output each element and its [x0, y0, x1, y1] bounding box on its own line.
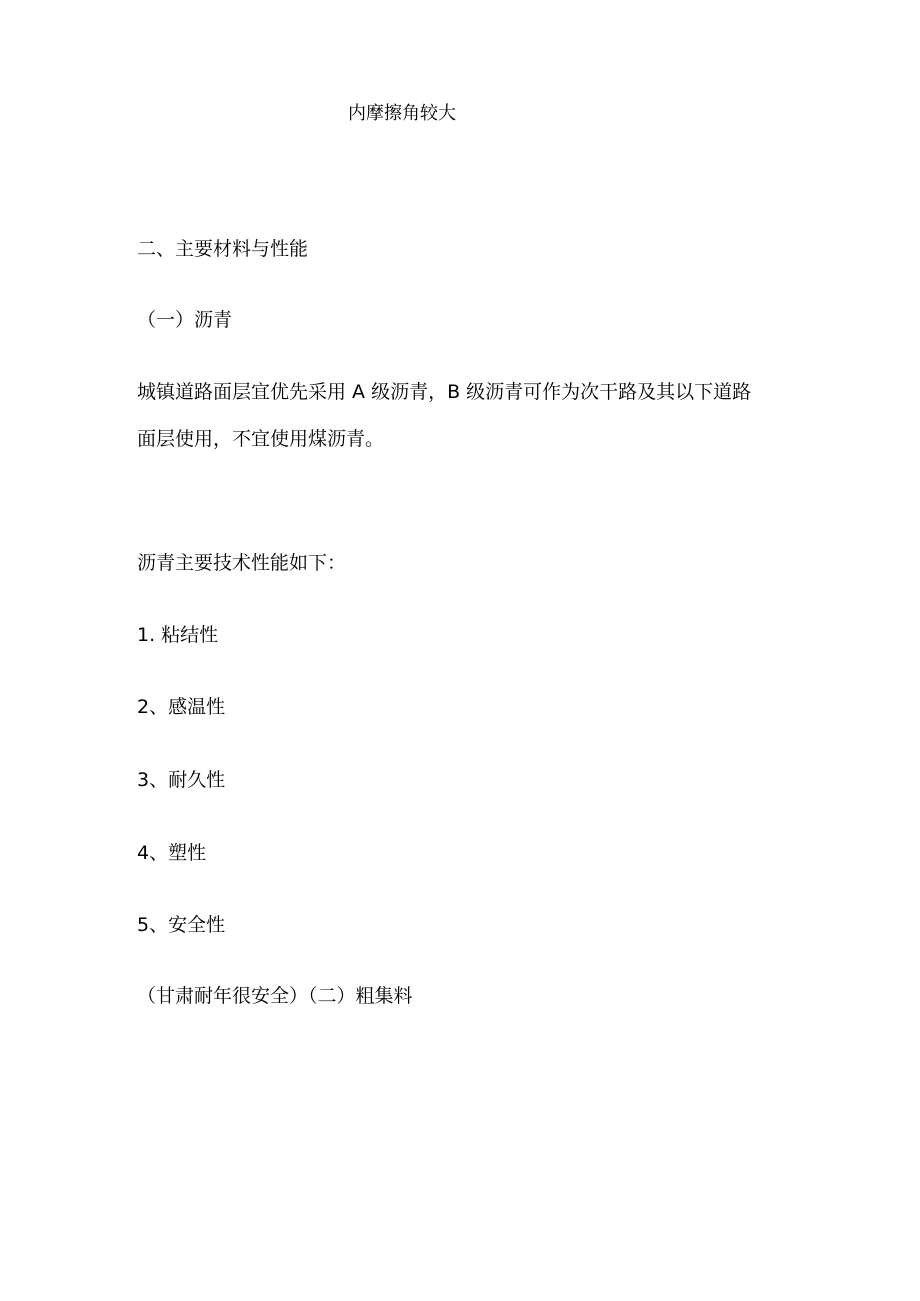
closing-line: （甘肃耐年很安全）（二）粗集料	[137, 985, 413, 1007]
list-item: 5、安全性	[137, 914, 226, 936]
table-fragment-text: 内摩擦角较大	[348, 103, 456, 124]
list-intro: 沥青主要技术性能如下：	[137, 552, 347, 574]
list-item: 2、感温性	[137, 696, 226, 718]
paragraph-line: 城镇道路面层宜优先采用 A 级沥青，B 级沥青可作为次干路及其以下道路	[137, 381, 752, 403]
list-item: 3、耐久性	[137, 769, 226, 791]
list-item: 4、塑性	[137, 842, 207, 864]
section-heading: 二、主要材料与性能	[137, 238, 309, 260]
paragraph-line: 面层使用，不宜使用煤沥青。	[137, 428, 385, 450]
subsection-heading: （一）沥青	[137, 309, 233, 331]
list-item: 1. 粘结性	[137, 624, 219, 646]
